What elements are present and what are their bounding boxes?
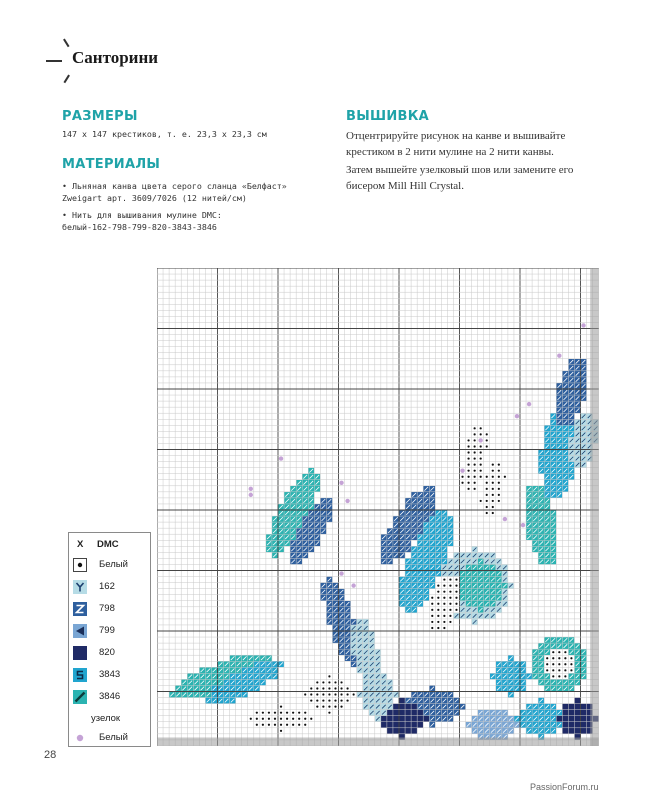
stitch-mark [280, 706, 282, 708]
stitch-mark [334, 699, 336, 701]
stitch-cell [568, 704, 574, 710]
stitch-mark [328, 712, 330, 714]
stitch-cell [568, 716, 574, 722]
stitch-mark [431, 621, 433, 623]
stitch-cell [581, 704, 587, 710]
legend-row [69, 555, 152, 577]
stitch-mark [346, 693, 348, 695]
stitch-cell [393, 704, 399, 710]
legend-label: 3846 [99, 691, 121, 702]
legend-row [69, 621, 152, 643]
stitch-mark [467, 439, 469, 441]
stitch-mark [316, 681, 318, 683]
stitch-mark [467, 445, 469, 447]
stitch-mark [552, 675, 554, 677]
stitch-mark [558, 675, 560, 677]
stitch-mark [310, 693, 312, 695]
stitch-mark [298, 718, 300, 720]
stitch-mark [256, 724, 258, 726]
stitch-mark [486, 506, 488, 508]
legend-row [69, 665, 152, 687]
stitch-mark [486, 488, 488, 490]
stitch-mark [455, 603, 457, 605]
stitch-mark [437, 591, 439, 593]
stitch-mark [322, 693, 324, 695]
stitch-cell [387, 710, 393, 716]
stitch-cell [581, 728, 587, 734]
knot-dot [345, 499, 349, 503]
embroidery-paragraph: Отцентрируйте рисунок на канве и вышивайте крестиком в 2 нити мулине на 2 нити канвы. [346, 130, 566, 158]
solid-symbol-icon [73, 646, 87, 660]
stitch-cell [562, 716, 568, 722]
stitch-cell [574, 698, 580, 704]
stitch-mark [310, 687, 312, 689]
stitch-mark [480, 476, 482, 478]
stitch-mark [340, 687, 342, 689]
legend-label: Белый [99, 559, 128, 570]
stitch-mark [449, 597, 451, 599]
stitch-mark [546, 663, 548, 665]
stitch-mark [492, 464, 494, 466]
page-title: Санторини [72, 48, 159, 67]
stitch-mark [316, 687, 318, 689]
stitch-mark [474, 482, 476, 484]
legend-row [69, 599, 152, 621]
stitch-mark [443, 578, 445, 580]
stitch-mark [298, 712, 300, 714]
stitch-mark [492, 470, 494, 472]
stitch-mark [437, 597, 439, 599]
stitch-mark [498, 482, 500, 484]
stitch-mark [443, 627, 445, 629]
legend-label: 3843 [99, 669, 121, 680]
stitch-mark [443, 591, 445, 593]
dot-symbol-icon [73, 558, 87, 572]
embroidery-paragraph: Затем вышейте узелковый шов или замените его бисером Mill Hill Crystal. [346, 164, 574, 192]
knot-dot [521, 523, 525, 527]
stitch-mark [474, 470, 476, 472]
stitch-cell [405, 722, 411, 728]
stitch-mark [492, 488, 494, 490]
stitch-mark [467, 482, 469, 484]
stitch-mark [274, 712, 276, 714]
stitch-cell [405, 716, 411, 722]
stitch-cell [562, 728, 568, 734]
stitch-mark [346, 699, 348, 701]
knot-dot [279, 456, 283, 460]
stitch-mark [486, 445, 488, 447]
stitch-mark [449, 621, 451, 623]
stitch-mark [437, 627, 439, 629]
legend-table [68, 532, 151, 747]
stitch-cell [568, 722, 574, 728]
legend-label: 798 [99, 603, 115, 614]
stitch-mark [316, 699, 318, 701]
stitch-mark [262, 724, 264, 726]
stitch-mark [322, 687, 324, 689]
stitch-mark [467, 457, 469, 459]
stitch-mark [474, 439, 476, 441]
stitch-mark [486, 500, 488, 502]
y-symbol-icon [73, 580, 87, 594]
stitch-mark [304, 712, 306, 714]
stitch-cell [423, 716, 429, 722]
stitch-mark [431, 609, 433, 611]
stitch-mark [334, 693, 336, 695]
stitch-cell [574, 710, 580, 716]
stitch-cell [381, 722, 387, 728]
stitch-mark [474, 445, 476, 447]
stitch-cell [399, 722, 405, 728]
stitch-mark [316, 706, 318, 708]
stitch-mark [564, 669, 566, 671]
stitch-mark [467, 488, 469, 490]
legend-col-dmc: DMC [97, 539, 119, 550]
stitch-mark [443, 603, 445, 605]
stitch-mark [564, 663, 566, 665]
stitch-mark [461, 476, 463, 478]
stitch-mark [346, 687, 348, 689]
stitch-mark [558, 663, 560, 665]
stitch-mark [449, 585, 451, 587]
legend-label: Белый [99, 732, 128, 743]
stitch-mark [552, 651, 554, 653]
stitch-cell [387, 722, 393, 728]
stitch-cell [411, 722, 417, 728]
stitch-mark [449, 603, 451, 605]
stitch-mark [486, 512, 488, 514]
stitch-mark [449, 609, 451, 611]
stitch-mark [322, 706, 324, 708]
stitch-mark [564, 651, 566, 653]
stitch-mark [268, 724, 270, 726]
stitch-mark [449, 578, 451, 580]
stitch-cell [581, 710, 587, 716]
stitch-mark [564, 675, 566, 677]
stitch-mark [546, 657, 548, 659]
stitch-mark [564, 657, 566, 659]
stitch-mark [492, 482, 494, 484]
title-ornament [63, 75, 69, 83]
z-symbol-icon [73, 602, 87, 616]
stitch-mark [334, 681, 336, 683]
stitch-mark [353, 693, 355, 695]
stitch-mark [280, 724, 282, 726]
stitch-mark [474, 457, 476, 459]
stitch-mark [455, 578, 457, 580]
stitch-cell [574, 722, 580, 728]
knot-dot [249, 493, 253, 497]
stitch-mark [304, 718, 306, 720]
embroidery-heading: ВЫШИВКА [346, 109, 430, 124]
stitch-mark [286, 724, 288, 726]
slash-symbol-icon [73, 690, 87, 704]
legend-label: 799 [99, 625, 115, 636]
stitch-cell [556, 716, 562, 722]
legend-col-x: X [77, 539, 84, 550]
stitch-mark [474, 451, 476, 453]
knot-dot [503, 517, 507, 521]
stitch-mark [480, 427, 482, 429]
stitch-mark [328, 706, 330, 708]
stitch-mark [474, 464, 476, 466]
watermark: PassionForum.ru [530, 782, 599, 792]
stitch-cell [393, 728, 399, 734]
stitch-mark [570, 663, 572, 665]
stitch-mark [486, 482, 488, 484]
stitch-mark [474, 488, 476, 490]
stitch-cell [417, 710, 423, 716]
stitch-mark [280, 712, 282, 714]
cross-stitch-chart [157, 268, 599, 746]
stitch-mark [334, 687, 336, 689]
stitch-mark [256, 712, 258, 714]
stitch-mark [498, 470, 500, 472]
stitch-mark [570, 669, 572, 671]
stitch-mark [486, 433, 488, 435]
stitch-mark [480, 457, 482, 459]
materials-line: • Нить для вышивания мулине DMC: [62, 210, 222, 220]
stitch-cell [574, 704, 580, 710]
stitch-mark [467, 451, 469, 453]
stitch-mark [552, 669, 554, 671]
stitch-cell [562, 710, 568, 716]
stitch-mark [467, 476, 469, 478]
stitch-mark [316, 693, 318, 695]
stitch-mark [486, 494, 488, 496]
knot-dot [581, 323, 585, 327]
knot-dot [339, 481, 343, 485]
stitch-cell [581, 716, 587, 722]
stitch-mark [455, 609, 457, 611]
stitch-mark [322, 699, 324, 701]
stitch-mark [334, 706, 336, 708]
stitch-mark [486, 476, 488, 478]
knot-dot [351, 583, 355, 587]
stitch-mark [443, 585, 445, 587]
stitch-mark [474, 427, 476, 429]
stitch-cell [399, 716, 405, 722]
materials-heading: МАТЕРИАЛЫ [62, 157, 161, 172]
stitch-mark [558, 657, 560, 659]
stitch-cell [562, 704, 568, 710]
title-block [46, 34, 246, 84]
triangle-symbol-icon [73, 624, 87, 638]
stitch-cell [568, 710, 574, 716]
stitch-mark [546, 669, 548, 671]
stitch-mark [498, 476, 500, 478]
s-symbol-icon [73, 668, 87, 682]
stitch-mark [310, 718, 312, 720]
stitch-mark [431, 627, 433, 629]
stitch-mark [474, 476, 476, 478]
stitch-mark [286, 718, 288, 720]
stitch-mark [492, 494, 494, 496]
knot-dot [527, 402, 531, 406]
stitch-mark [480, 445, 482, 447]
stitch-mark [480, 451, 482, 453]
stitch-mark [498, 500, 500, 502]
stitch-mark [437, 615, 439, 617]
stitch-cell [405, 728, 411, 734]
stitch-mark [304, 724, 306, 726]
stitch-cell [411, 728, 417, 734]
stitch-mark [443, 597, 445, 599]
stitch-cell [393, 722, 399, 728]
stitch-mark [443, 621, 445, 623]
stitch-mark [461, 482, 463, 484]
stitch-mark [268, 712, 270, 714]
knot-dot [557, 354, 561, 358]
stitch-mark [280, 730, 282, 732]
stitch-mark [498, 464, 500, 466]
stitch-mark [280, 718, 282, 720]
stitch-mark [322, 681, 324, 683]
stitch-mark [558, 669, 560, 671]
stitch-cell [399, 704, 405, 710]
stitch-mark [498, 494, 500, 496]
sizes-heading: РАЗМЕРЫ [62, 109, 138, 124]
stitch-mark [274, 718, 276, 720]
knot-dot [460, 468, 464, 472]
stitch-cell [393, 710, 399, 716]
title-ornament [46, 60, 62, 62]
stitch-mark [328, 675, 330, 677]
stitch-mark [250, 718, 252, 720]
stitch-cell [399, 710, 405, 716]
stitch-cell [381, 716, 387, 722]
stitch-mark [437, 621, 439, 623]
stitch-mark [552, 663, 554, 665]
stitch-cell [399, 698, 405, 704]
materials-line: Zweigart арт. 3609/7026 (12 нитей/см) [62, 193, 247, 203]
stitch-mark [455, 597, 457, 599]
stitch-mark [480, 500, 482, 502]
stitch-mark [480, 470, 482, 472]
stitch-mark [467, 470, 469, 472]
stitch-mark [558, 651, 560, 653]
stitch-mark [431, 597, 433, 599]
stitch-mark [570, 657, 572, 659]
stitch-mark [504, 476, 506, 478]
stitch-mark [292, 712, 294, 714]
legend-label: 820 [99, 647, 115, 658]
stitch-mark [340, 681, 342, 683]
knot-dot [249, 487, 253, 491]
stitch-mark [328, 687, 330, 689]
stitch-mark [443, 609, 445, 611]
stitch-mark [286, 712, 288, 714]
stitch-cell [581, 722, 587, 728]
stitch-mark [431, 603, 433, 605]
materials-line: белый-162-798-799-820-3843-3846 [62, 222, 217, 232]
stitch-cell [411, 716, 417, 722]
stitch-mark [262, 718, 264, 720]
stitch-mark [443, 615, 445, 617]
stitch-mark [328, 699, 330, 701]
page-number: 28 [44, 749, 57, 761]
knot-dot [515, 414, 519, 418]
knot-dot-icon [73, 731, 87, 745]
legend-header [69, 535, 152, 557]
stitch-mark [492, 512, 494, 514]
stitch-cell [393, 716, 399, 722]
stitch-mark [431, 615, 433, 617]
stitch-mark [552, 657, 554, 659]
stitch-mark [467, 464, 469, 466]
stitch-cell [568, 728, 574, 734]
legend-label: 162 [99, 581, 115, 592]
stitch-mark [328, 693, 330, 695]
sizes-text: 147 х 147 крестиков, т. е. 23,3 х 23,3 см [62, 129, 267, 139]
stitch-mark [340, 699, 342, 701]
stitch-mark [328, 681, 330, 683]
title-ornament [63, 39, 69, 47]
stitch-cell [562, 722, 568, 728]
legend-row [69, 577, 152, 599]
stitch-cell [574, 728, 580, 734]
stitch-cell [387, 716, 393, 722]
stitch-mark [449, 615, 451, 617]
knot-heading: узелок [91, 713, 121, 724]
stitch-cell [405, 710, 411, 716]
stitch-cell [417, 716, 423, 722]
stitch-mark [455, 585, 457, 587]
center-band [590, 268, 598, 746]
stitch-mark [492, 506, 494, 508]
stitch-mark [437, 585, 439, 587]
stitch-mark [492, 500, 494, 502]
stitch-mark [498, 488, 500, 490]
stitch-cell [574, 716, 580, 722]
stitch-cell [411, 710, 417, 716]
stitch-mark [486, 439, 488, 441]
stitch-mark [298, 724, 300, 726]
stitch-mark [474, 433, 476, 435]
knot-dot [339, 571, 343, 575]
legend-row [69, 643, 152, 665]
stitch-cell [411, 704, 417, 710]
stitch-mark [274, 724, 276, 726]
stitch-mark [340, 706, 342, 708]
stitch-mark [449, 591, 451, 593]
center-band [157, 737, 599, 745]
stitch-mark [268, 718, 270, 720]
legend-row [69, 687, 152, 709]
stitch-mark [455, 591, 457, 593]
legend-knot-row [69, 728, 152, 750]
stitch-mark [262, 712, 264, 714]
stitch-mark [292, 724, 294, 726]
stitch-mark [310, 699, 312, 701]
stitch-mark [256, 718, 258, 720]
materials-line: • Льняная канва цвета серого сланца «Белфаст» [62, 181, 287, 191]
stitch-mark [437, 609, 439, 611]
stitch-mark [480, 433, 482, 435]
stitch-mark [340, 693, 342, 695]
stitch-mark [437, 603, 439, 605]
stitch-mark [480, 464, 482, 466]
stitch-cell [417, 722, 423, 728]
stitch-mark [292, 718, 294, 720]
stitch-mark [304, 693, 306, 695]
stitch-mark [492, 476, 494, 478]
stitch-cell [405, 704, 411, 710]
knot-dot [478, 438, 482, 442]
stitch-cell [387, 728, 393, 734]
stitch-cell [399, 728, 405, 734]
